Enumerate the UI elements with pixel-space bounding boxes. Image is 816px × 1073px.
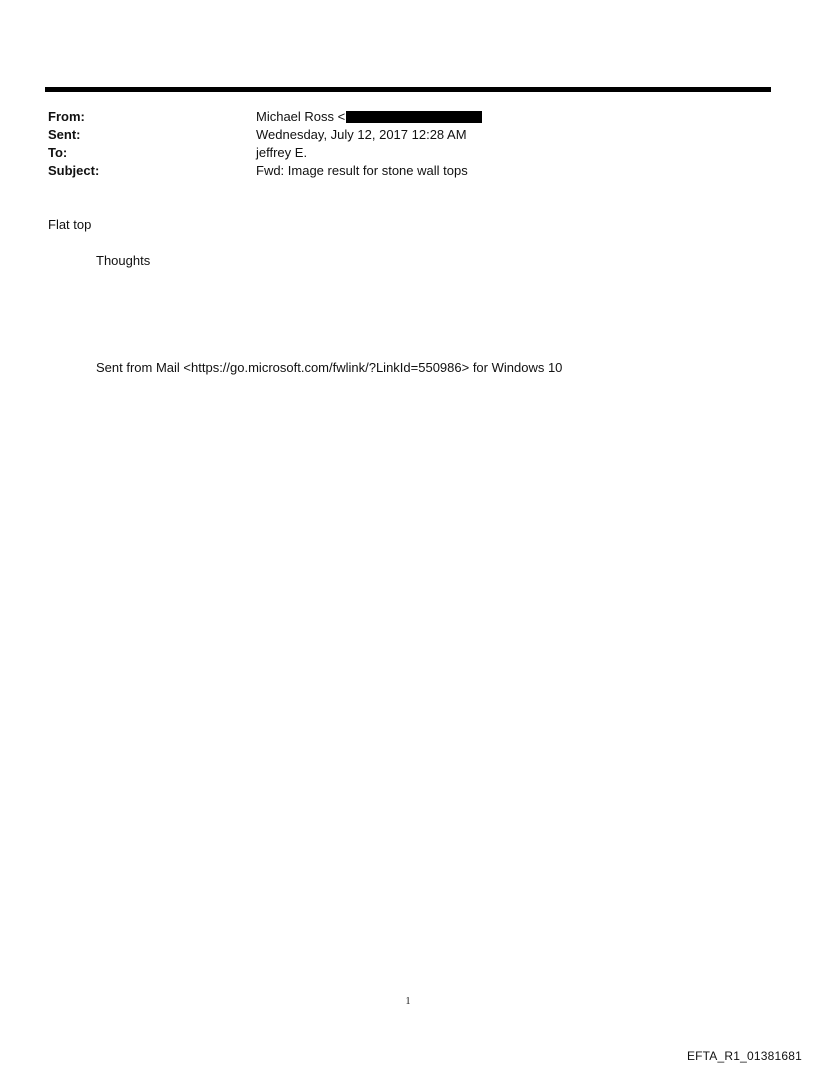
to-value: jeffrey E. bbox=[256, 145, 308, 160]
top-rule bbox=[45, 87, 771, 92]
sent-label: Sent: bbox=[48, 127, 81, 142]
subject-value: Fwd: Image result for stone wall tops bbox=[256, 163, 468, 178]
to-row bbox=[48, 144, 748, 162]
sent-value: Wednesday, July 12, 2017 12:28 AM bbox=[256, 127, 467, 142]
body-line-thoughts: Thoughts bbox=[96, 253, 151, 268]
redaction-block bbox=[346, 111, 482, 123]
sent-row bbox=[48, 126, 748, 144]
from-row bbox=[48, 108, 748, 126]
subject-row bbox=[48, 162, 748, 180]
from-label: From: bbox=[48, 109, 85, 124]
body-line-flat-top: Flat top bbox=[48, 217, 92, 232]
from-value bbox=[256, 108, 482, 126]
email-header bbox=[48, 108, 748, 180]
page-number: 1 bbox=[405, 996, 411, 1007]
to-label: To: bbox=[48, 145, 68, 160]
bates-number: EFTA_R1_01381681 bbox=[686, 1049, 802, 1063]
from-sender: Michael Ross < bbox=[256, 109, 346, 124]
subject-label: Subject: bbox=[48, 163, 100, 178]
mail-signature: Sent from Mail <https://go.microsoft.com/fwlink/?LinkId=550986> for Windows 10 bbox=[96, 360, 563, 375]
